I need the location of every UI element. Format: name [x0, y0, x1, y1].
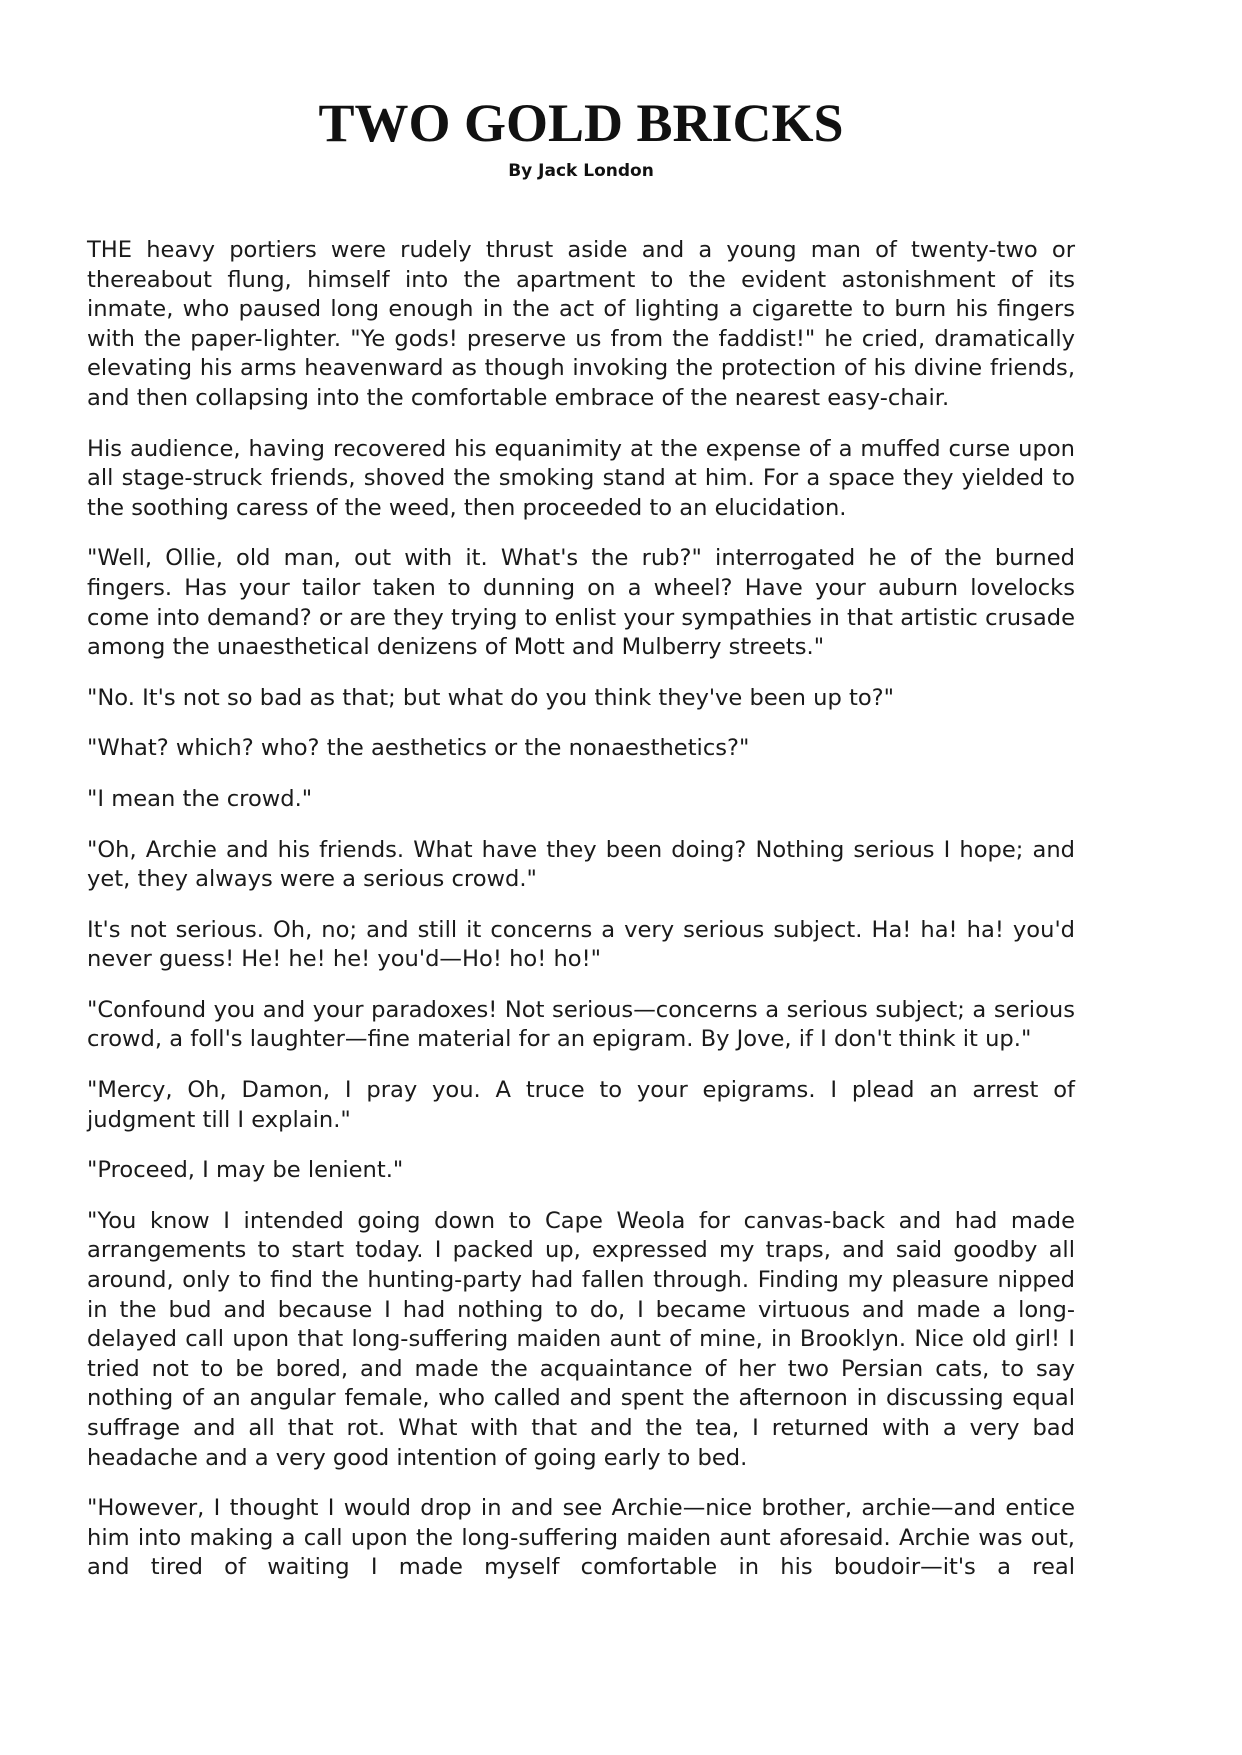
paragraph: "Oh, Archie and his friends. What have they been doing? Nothing serious I hope; and yet, they always were a serious crowd."	[87, 836, 1075, 893]
paragraph: "Proceed, I may be lenient."	[87, 1157, 404, 1184]
paragraph: "However, I thought I would drop in and see Archie—nice brother, archie—and entice him into making a call upon the long-suffering maiden aunt aforesaid. Archie was out, and tired of waiting I made myself comfortable in his boudoir—it's a real	[87, 1495, 1075, 1581]
paragraph: It's not serious. Oh, no; and still it concerns a very serious subject. Ha! ha! ha! you'd never guess! He! he! he! you'd—Ho! ho! ho!"	[87, 916, 1075, 973]
paragraph: "Confound you and your paradoxes! Not serious—concerns a serious subject; a serious crowd, a foll's laughter—fine material for an epigram. By Jove, if I don't think it up."	[87, 996, 1075, 1053]
paragraph: "I mean the crowd."	[87, 785, 313, 812]
document-body	[87, 236, 1075, 1583]
paragraph: "What? which? who? the aesthetics or the nonaesthetics?"	[87, 735, 750, 762]
paragraph: "Mercy, Oh, Damon, I pray you. A truce to your epigrams. I plead an arrest of judgment till I explain."	[87, 1077, 1075, 1133]
paragraph: His audience, having recovered his equanimity at the expense of a muffed curse upon all stage-struck friends, shoved the smoking stand at him. For a space they yielded to the soothing caress of the weed, then proceeded to an elucidation.	[87, 435, 1075, 521]
paragraph: THE heavy portiers were rudely thrust aside and a young man of twenty-two or thereabout flung, himself into the apartment to the evident astonishment of its inmate, who paused long enough in the act of lighting a cigarette to burn his fingers with the paper-lighter. "Ye gods! preserve us from the faddist!" he cried, dramatically elevating his arms heavenward as though invoking the protection of his divine friends, and then collapsing into the comfortable embrace of the nearest easy-chair.	[87, 237, 1075, 411]
paragraph: "No. It's not so bad as that; but what do you think they've been up to?"	[87, 684, 895, 711]
document-author: By Jack London	[508, 161, 654, 181]
document-page	[87, 92, 1075, 1583]
paragraph: "You know I intended going down to Cape Weola for canvas-back and had made arrangements to start today. I packed up, expressed my traps, and said goodby all around, only to find the hunting-party had fallen through. Finding my pleasure nipped in the bud and because I had nothing to do, I became virtuous and made a long-delayed call upon that long-suffering maiden aunt of mine, in Brooklyn. Nice old girl! I tried not to be bored, and made the acquaintance of her two Persian cats, to say nothing of an angular female, who called and spent the afternoon in discussing equal suffrage and all that rot. What with that and the tea, I returned with a very bad headache and a very good intention of going early to bed.	[87, 1207, 1075, 1471]
paragraph: "Well, Ollie, old man, out with it. What's the rub?" interrogated he of the burned fingers. Has your tailor taken to dunning on a wheel? Have your auburn lovelocks come into demand? or are they trying to enlist your sympathies in that artistic crusade among the unaesthetical denizens of Mott and Mulberry streets."	[87, 545, 1075, 661]
document-title: TWO GOLD BRICKS	[318, 93, 844, 153]
